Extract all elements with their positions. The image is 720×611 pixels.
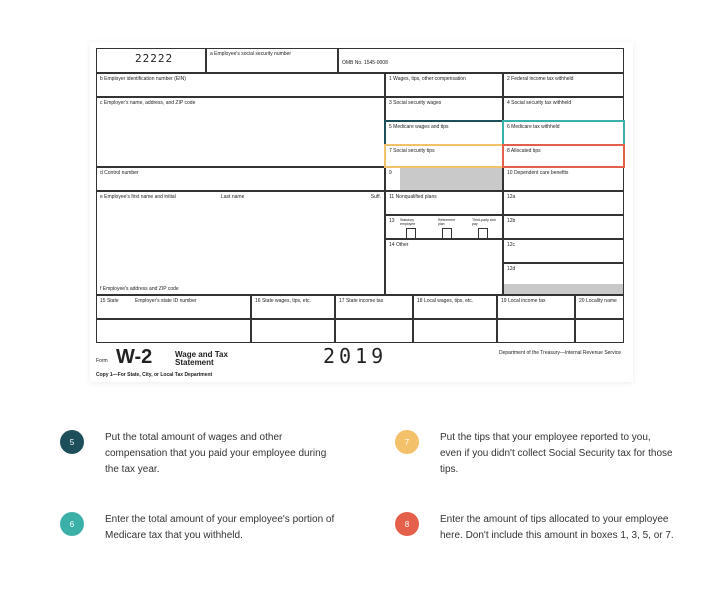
box-12b: 12b bbox=[503, 215, 624, 239]
omb-box: OMB No. 1545-0008 bbox=[338, 48, 624, 73]
form-footer: Form W-2 Wage and Tax Statement Copy 1—For State, City, or Local Tax Department bbox=[96, 346, 626, 382]
box-12d: 12d bbox=[503, 263, 624, 295]
legend-text-5: Put the total amount of wages and other compensation that you paid your employee during the tax year. bbox=[105, 432, 327, 475]
box-8: 8 Allocated tips bbox=[503, 145, 624, 167]
department-label: Department of the Treasury—Internal Revenue Service bbox=[498, 350, 621, 356]
box-c: c Employer's name, address, and ZIP code bbox=[96, 97, 385, 167]
box-e-f: e Employee's first name and initial Last name Suff. f Employee's address and ZIP code bbox=[96, 191, 385, 295]
box-19: 19 Local income tax bbox=[497, 295, 575, 319]
control-code: 22222 bbox=[135, 52, 174, 65]
box-18-row2 bbox=[413, 319, 497, 343]
control-code-box bbox=[96, 48, 206, 73]
legend-badge-5: 5 bbox=[60, 430, 84, 454]
retirement-checkbox[interactable] bbox=[442, 228, 452, 239]
box-20-row2 bbox=[575, 319, 624, 343]
box-9: 9 bbox=[385, 167, 503, 191]
legend-badge-8: 8 bbox=[395, 512, 419, 536]
box-f: f Employee's address and ZIP code bbox=[100, 286, 179, 292]
box-17: 17 State income tax bbox=[335, 295, 413, 319]
statutory-checkbox[interactable] bbox=[406, 228, 416, 239]
box-10: 10 Dependent care benefits bbox=[503, 167, 624, 191]
box-6: 6 Medicare tax withheld bbox=[503, 121, 624, 145]
box-20: 20 Locality name bbox=[575, 295, 624, 319]
box-19-row2 bbox=[497, 319, 575, 343]
legend-text-6: Enter the total amount of your employee's portion of Medicare tax that you withheld. bbox=[105, 514, 335, 541]
box-11: 11 Nonqualified plans bbox=[385, 191, 503, 215]
box-16-row2 bbox=[251, 319, 335, 343]
box-5: 5 Medicare wages and tips bbox=[385, 121, 503, 145]
box-18: 18 Local wages, tips, etc. bbox=[413, 295, 497, 319]
box-15-row2 bbox=[96, 319, 251, 343]
box-9-shaded bbox=[400, 168, 502, 190]
w2-form bbox=[90, 42, 633, 382]
box-a: a Employee's social security number bbox=[206, 48, 338, 73]
tax-year: 2019 bbox=[323, 344, 388, 368]
legend-text-7: Put the tips that your employee reported to you, even if you didn't collect Social Security tax for those tips. bbox=[440, 432, 673, 475]
legend-badge-7: 7 bbox=[395, 430, 419, 454]
box-15: 15 State Employer's state ID number bbox=[96, 295, 251, 319]
box-1: 1 Wages, tips, other compensation bbox=[385, 73, 503, 97]
box-17-row2 bbox=[335, 319, 413, 343]
box-12-shaded bbox=[504, 284, 623, 294]
box-12a: 12a bbox=[503, 191, 624, 215]
box-13: 13 Statutory employee Retirement plan Third-party sick pay bbox=[385, 215, 503, 239]
box-14: 14 Other bbox=[385, 239, 503, 295]
box-16: 16 State wages, tips, etc. bbox=[251, 295, 335, 319]
sickpay-checkbox[interactable] bbox=[478, 228, 488, 239]
legend-text-8: Enter the amount of tips allocated to your employee here. Don't include this amount in boxes 1, 3, 5, or 7. bbox=[440, 514, 674, 541]
box-7: 7 Social security tips bbox=[385, 145, 503, 167]
box-12c: 12c bbox=[503, 239, 624, 263]
legend-badge-6: 6 bbox=[60, 512, 84, 536]
form-title: W-2 bbox=[116, 346, 153, 368]
form-subtitle: Wage and Tax Statement bbox=[175, 350, 228, 367]
box-d: d Control number bbox=[96, 167, 385, 191]
box-3: 3 Social security wages bbox=[385, 97, 503, 121]
box-b: b Employer identification number (EIN) bbox=[96, 73, 385, 97]
box-2: 2 Federal income tax withheld bbox=[503, 73, 624, 97]
box-4: 4 Social security tax withheld bbox=[503, 97, 624, 121]
copy-label: Copy 1—For State, City, or Local Tax Department bbox=[96, 372, 213, 378]
